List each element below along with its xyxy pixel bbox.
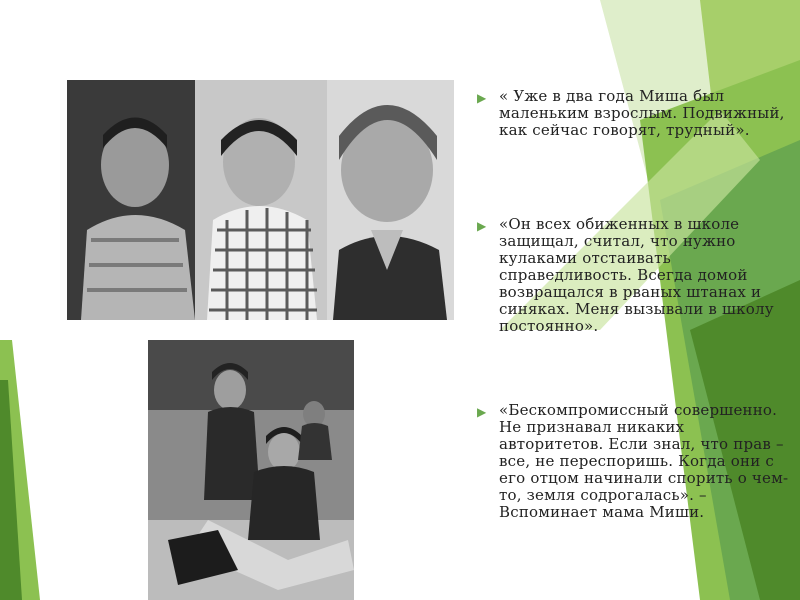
triangle-bullet-icon: ▶ <box>477 219 487 233</box>
quote-text: «Он всех обиженных в школе защищал, считал, что нужно кулаками отстаивать справедливость. Всегда домой возвращался в рваных штанах и синяках. Меня вызывали в школу постоянно». <box>499 215 774 335</box>
triangle-bullet-icon: ▶ <box>477 405 487 419</box>
childhood-portraits-photo <box>67 80 454 320</box>
quote-item <box>477 88 793 139</box>
quote-item <box>477 216 793 335</box>
quote-item <box>477 402 793 521</box>
quote-text: «Бескомпромиссный совершенно. Не признавал никаких авторитетов. Если знал, что прав – все, не переспоришь. Когда они с его отцом начинали спорить о чем-то, земля содрогалась». – Вспоминает мама Миши. <box>499 401 789 521</box>
triangle-bullet-icon: ▶ <box>477 91 487 105</box>
school-group-photo <box>148 340 354 600</box>
quote-text: « Уже в два года Миша был маленьким взрослым. Подвижный, как сейчас говорят, трудный». <box>499 87 785 139</box>
